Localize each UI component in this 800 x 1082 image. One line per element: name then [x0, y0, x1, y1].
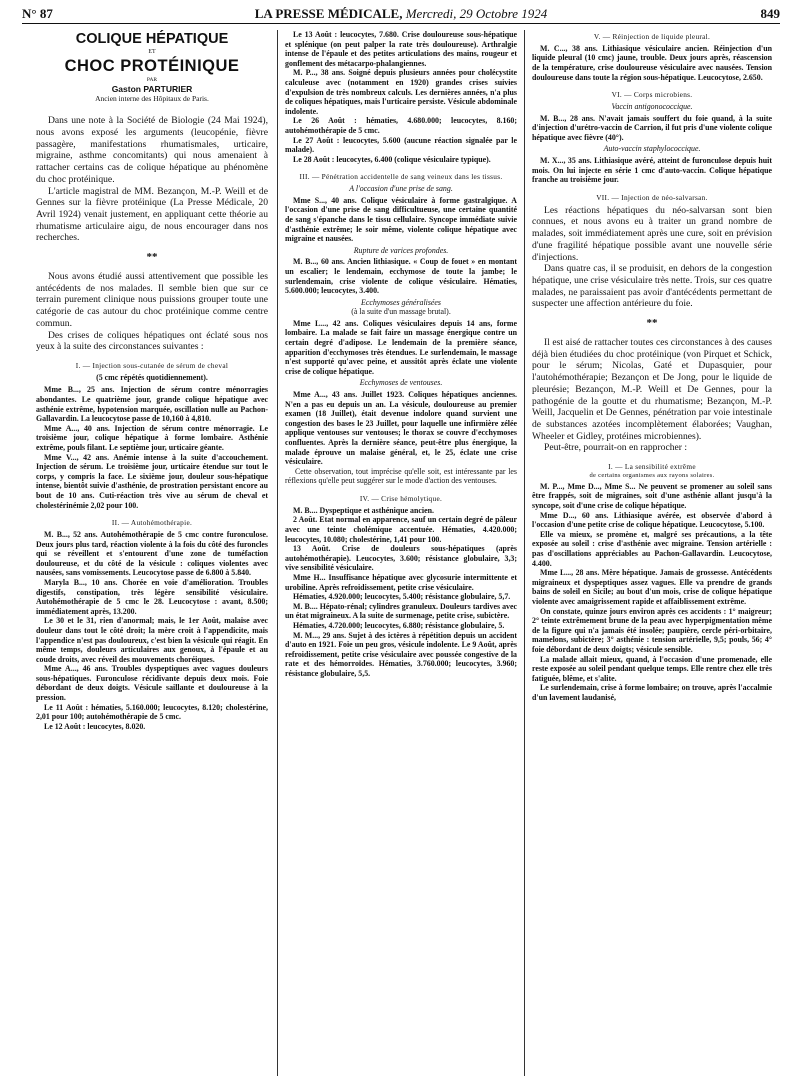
subsection-heading: Ecchymoses de ventouses.: [359, 378, 443, 388]
case-report: Mme S..., 40 ans. Colique vésiculaire à forme gastralgique. A l'occasion d'une prise de sang difficultueuse, une certaine quantité de sang s'épanche dans le tissu cellulaire. Syncope immédiate suivie d'asthénie extrême; le soir même, violente colique hépatique avec migraine et nausées.: [285, 195, 517, 244]
byline-par: PAR: [146, 77, 158, 84]
section-heading: V. — Réinjection de liquide pleural.: [593, 32, 711, 41]
section-heading: III. — Pénétration accidentelle de sang veineux dans les tissus.: [299, 172, 503, 182]
case-report: M. B.... Hépato-rénal; cylindres granuleux. Douleurs tardives avec un état migraineux. A la suite de surmenage, petite crise, subictère.: [285, 601, 517, 621]
column-divider: [277, 30, 278, 1076]
paragraph: Cette observation, tout imprécise qu'elle soit, est intéressante par les réflexions qu'elle peut suggérer sur le mode d'action des ventouses.: [285, 466, 517, 486]
section-heading: I. — La sensibilité extrême: [608, 462, 696, 472]
journal-masthead: [22, 6, 780, 22]
case-report: M. X..., 35 ans. Lithiasique avéré, atteint de furonculose depuis huit mois. On lui injecte en série 1 cmc d'auto-vaccin. Colique hépatique franche au troisième jour.: [532, 156, 772, 185]
subsection-heading: Ecchymoses généralisées: [361, 297, 441, 307]
case-report: Mme L..., 28 ans. Mère hépatique. Jamais de grossesse. Antécédents migraineux et dyspeptiques assez vagues. Elle va prendre de grands bains de soleil en Sicile; au bout d'un mois, crise de colique hépatique violente avec amaigrissement rapide et affaiblissement extrême.: [532, 568, 772, 606]
column-1: [36, 30, 268, 1078]
section-subheading: (5 cmc répétés quotidiennement).: [96, 372, 208, 382]
column-3: [532, 30, 772, 1078]
case-report: Le surlendemain, crise à forme lombaire; on trouve, après l'accalmie d'un lavement laudanisé,: [532, 683, 772, 702]
case-report: Mme L..., 42 ans. Coliques vésiculaires depuis 14 ans, forme lombaire. La malade se fait faire un massage énergique contre un certain degré d'adipose. Le lendemain de la première séance, apparition d'ecchymoses très étendues. Le surlendemain, le massage n'est supporté qu'avec peine, et aussitôt après éclate une violente crise de colique hépatique.: [285, 318, 517, 376]
paragraph: Nous avons étudié aussi attentivement que possible les antécédents de nos malades. Il semble bien que sur ce terrain purement clinique nous puissions grouper toute une catégorie de cas autour du choc protéinique comme centre commun.: [36, 271, 268, 329]
section-heading: IV. — Crise hémolytique.: [359, 493, 443, 503]
subsection-heading: A l'occasion d'une prise de sang.: [349, 184, 453, 194]
case-report: M. P..., Mme D..., Mme S... Ne peuvent se promener au soleil sans être frappés, soit de migraines, soit d'une asthénie allant jusqu'à la syncope, soit d'une crise de colique hépatique.: [532, 481, 772, 510]
section-asterism: **: [646, 317, 658, 330]
case-report: M. B.... Dyspeptique et asthénique ancien.: [293, 505, 434, 515]
header-rule: [22, 23, 780, 24]
paragraph: Peut-être, pourrait-on en rapprocher :: [544, 442, 688, 454]
section-asterism: **: [146, 251, 158, 264]
section-heading: II. — Autohémothérapie.: [111, 518, 193, 528]
paragraph: Dans une note à la Société de Biologie (24 Mai 1924), nous avons exposé les arguments (leucopénie, fièvre passagère, manifestations rhumatismales, urticaire, migraine, asthme concomitants) qui nous amenaient à rattacher certains cas de colique hépatique au phénomène du choc protéinique.: [36, 115, 268, 185]
page-header: [22, 6, 780, 22]
subsection-subheading: (à la suite d'un massage brutal).: [351, 307, 451, 317]
case-report: Le 11 Août : hématies, 5.160.000; leucocytes, 8.120; cholestérine, 2,01 pour 100; autohémothérapie de 5 cmc.: [36, 702, 268, 722]
subsection-heading: Rupture de varices profondes.: [353, 245, 449, 255]
case-report: Mme A..., 46 ans. Troubles dyspeptiques avec vagues douleurs sous-hépatiques. Furonculose récidivante depuis deux mois. Foie débordant de deux doigts. Vésicule saillante et douloureuse à la pression.: [36, 664, 268, 703]
issue-number: N° 87: [22, 6, 53, 21]
column-divider: [524, 30, 525, 1076]
intro-block: [36, 115, 268, 353]
subsection-heading: Auto-vaccin staphylococcique.: [603, 144, 701, 154]
section-heading: VI. — Corps microbiens.: [611, 90, 693, 100]
case-report: Le 12 Août : leucocytes, 8.020.: [44, 721, 146, 731]
case-report: 2 Août. Etat normal en apparence, sauf un certain degré de pâleur avec une teinte cholémique accentuée. Hématies, 4.420.000; leucocytes, 10.080; cholestérine, 1,41 pour 100.: [285, 515, 517, 544]
section-heading: VII. — Injection de néo-salvarsan.: [596, 192, 708, 202]
section-heading: I. — Injection sous-cutanée de sérum de cheval: [75, 360, 229, 370]
paragraph: L'article magistral de MM. Bezançon, M.-P. Weill et de Gennes sur la fièvre protéinique (La Presse Médicale, 20 Avril 1924) venait justement, en appliquant cette théorie au rhumatisme articulaire aigu, de nous encourager dans nos recherches.: [36, 185, 268, 244]
column-2: [285, 30, 517, 1078]
case-report: Mme V..., 42 ans. Anémie intense à la suite d'accouchement. Injection de sérum. Le troisième jour, urticaire étendue sur tout le corps, y compris la face. Le sixième jour, douleur sous-hépatique intense, bientôt suivie d'asthénie, de prostration persistant encore au bout de 10 ans. Cuti-réaction très vive au sérum de cheval et cholestérinémie 2,02 pour 100.: [36, 452, 268, 510]
subsection-heading: Vaccin antigonococcique.: [611, 102, 693, 112]
case-report: Hématies, 4.920.000; leucocytes, 5.400; résistance globulaire, 5,7.: [293, 592, 511, 602]
paragraph: Il est aisé de rattacher toutes ces circonstances à des causes déjà bien étudiées du choc protéinique (von Pirquet et Schick, pour le sérum; Nicolas, Gaté et Dupasquier, pour l'autohémothérapie; Bezançon et De Jong, pour le liquide de pleurésie; Bezançon, M.-P. Weill et De Gennes, pour la pathogénie de la goutte et du rhumatisme; Bezançon, M.-P. Weill, Jacquelin et De Gennes, pénétration par voie intestinale de substances azotées incomplètement élaborées; Vaughan, Wheeler et Gidley, protéines microbiennes).: [532, 337, 772, 442]
case-report: Le 28 Août : leucocytes, 6.400 (colique vésiculaire typique).: [293, 154, 491, 164]
page-number: 849: [760, 6, 780, 21]
case-report: Le 30 et le 31, rien d'anormal; mais, le 1er Août, malaise avec douleur dans tout le côté droit; la mère croit à l'appendicite, mais l'appendice n'est pas douloureux, c'est bien la vésicule qui réagit. En même temps, douleurs articulaires aux genoux, à l'épaule et au coude droits, avec réveil des mouvements choréiques.: [36, 616, 268, 664]
case-report: M. M..., 29 ans. Sujet à des ictères à répétition depuis un accident d'auto en 1921. Foie un peu gros, vésicule indolente. Le 9 Août, après refroidissement, petite crise vésiculaire avec poussée congestive de la rate et des hémorroïdes. Hématies, 3.760.000; leucocytes, 3.960; résistance globulaire, 5,5.: [285, 630, 517, 678]
case-report: Mme B..., 25 ans. Injection de sérum contre ménorragies abondantes. Le quatrième jour, grande colique hépatique avec asthénie extrême, hypotension marquée, oscillation nulle au Pachon-Gallavardin. La leucocytose passe de 10,160 à 4,810.: [36, 385, 268, 424]
case-report: Maryla B..., 10 ans. Chorée en voie d'amélioration. Troubles digestifs, constipation, très légère sensibilité vésiculaire. Autohémothérapie de 5 cmc le 28. Leucocytose : avant, 8.500; immédiatement après, 13.200.: [36, 577, 268, 616]
article-title-et: ET: [148, 48, 156, 55]
paragraph: Dans quatre cas, il se produisit, en dehors de la congestion hépatique, une crise vésiculaire très nette. Trois, sur ces quatre malades, ne paraissaient pas avoir d'antécédents permettant de suspecter une affection antérieure du foie.: [532, 263, 772, 310]
case-report: Mme D..., 60 ans. Lithiasique avérée, est observée d'abord à l'occasion d'une petite crise de colique hépatique. Leucocytose, 5.100.: [532, 510, 772, 530]
case-report: Le 27 Août : leucocytes, 5.600 (aucune réaction signalée par le malade).: [285, 135, 517, 155]
case-report: Le 13 Août : leucocytes, 7.680. Crise douloureuse sous-hépatique et splénique (on peut palper la rate très douloureuse). Arthralgie intense de l'épaule et des petites articulations des mains, rougeur et gonflement des métacarpo-phalangiennes.: [285, 30, 517, 68]
case-report: M. B..., 60 ans. Ancien lithiasique. « Coup de fouet » en montant un escalier; le lendemain, ecchymose de toute la jambe; le surlendemain, crise violente de colique vésiculaire. Hématies, 5.600.000; leucocytes, 3.400.: [285, 257, 517, 296]
case-report: M. P..., 38 ans. Soigné depuis plusieurs années pour cholécystite calculeuse avec (notamment en 1920) grandes crises suivies d'expulsion de très nombreux calculs. Les dernières années, n'a plus de coliques hépatiques, mais l'urticaire persiste. Vésicule abdominale indolente.: [285, 68, 517, 116]
case-report: Mme A..., 43 ans. Juillet 1923. Coliques hépatiques anciennes. N'en a pas eu depuis un an. La vésicule, douloureuse au premier examen (18 Juillet), était devenue indolore quand survient une congestion des bases le 23 Juillet, pour laquelle une infirmière zélée applique ventouses sur ventouses; le thorax se couvre d'ecchymoses confluentes. Après la dernière séance, peut-être plus énergique, la malade éprouve un malaise général, et, le 25, éclate une crise vésiculaire.: [285, 390, 517, 467]
author-affiliation: Ancien interne des Hôpitaux de Paris.: [95, 94, 209, 104]
case-report: M. B..., 28 ans. N'avait jamais souffert du foie quand, à la suite d'injection d'urétro-vaccin de Carrion, il fut pris d'une violente colique hépatique avec fièvre (40°).: [532, 113, 772, 142]
case-report: La malade allait mieux, quand, à l'occasion d'une promenade, elle reste exposée au soleil pendant quelque temps. Elle rentre chez elle très fatiguée, blême, et s'alite.: [532, 654, 772, 683]
case-report: 13 Août. Crise de douleurs sous-hépatiques (après autohémothérapie). Leucocytes, 3.600; résistance globulaire, 3,3; vive sensibilité vésiculaire.: [285, 544, 517, 573]
article-title-line1: COLIQUE HÉPATIQUE: [75, 31, 229, 47]
issue-date: Mercredi, 29 Octobre 1924: [405, 6, 548, 21]
case-report: Hématies, 4.720.000; leucocytes, 6.880; résistance globulaire, 5.: [293, 620, 505, 630]
case-report: M. B..., 52 ans. Autohémothérapie de 5 cmc contre furonculose. Deux jours plus tard, réaction violente à la fois du côté des furoncles qui se réveillent et s'entourent d'une zone de tuméfaction douloureuse, et du côté de la vésicule : coliques violentes avec nausées, sans vomissements. Leucocytose passe de 6.800 à 5.840.: [36, 529, 268, 578]
paragraph: Les réactions hépatiques du néo-salvarsan sont bien connues, et nous avons eu à traiter un grand nombre de malades, soit immédiatement après une cure, soit en prévision d'une fragilité hépatique possible avant une nouvelle série d'injections.: [532, 204, 772, 263]
case-report: On constate, quinze jours environ après ces accidents : 1° maigreur; 2° teinte extrêmement brune de la peau avec hyperpigmentation même de la figure qui n'a jamais été insolée; paupière, cercle péri-orbitaire, mamelons, subictère; 3° asthénie : tension artérielle, 9,5; pouls, 56; 4° foie débordant de deux doigts; vésicule sensible.: [532, 606, 772, 654]
section-subheading: de certains organismes aux rayons solaires.: [589, 471, 715, 479]
journal-name: LA PRESSE MÉDICALE,: [254, 6, 403, 21]
case-report: Le 26 Août : hématies, 4.680.000; leucocytes, 8.160; autohémothérapie de 5 cmc.: [285, 116, 517, 135]
case-report: M. C..., 38 ans. Lithiasique vésiculaire ancien. Réinjection d'un liquide pleural (10 cmc) jaune, trouble. Deux jours après, réascension de la température, crise douloureuse vésiculaire avec nausées. Tension douloureuse dans toute la région sous-hépatique. Leucocytose, 2.650.: [532, 43, 772, 82]
case-report: Mme H... Insuffisance hépatique avec glycosurie intermittente et urobiline. Après refroidissement, petite crise vésiculaire.: [285, 573, 517, 592]
case-report: Elle va mieux, se promène et, malgré ses précautions, a la tête exposée au soleil : crise d'asthénie avec migraine. Tension artérielle : pas d'oscillations appréciables au Pachon-Gallavardin. Leucocytose, 4.400.: [532, 529, 772, 568]
author-name: Gaston PARTURIER: [111, 83, 193, 94]
case-report: Mme A..., 40 ans. Injection de sérum contre ménorragie. Le troisième jour, colique hépatique à forme lombaire. Asthénie extrême, pouls filant. Le septième jour, urticaire géante.: [36, 423, 268, 452]
paragraph: Des crises de coliques hépatiques ont éclaté sous nos yeux à la suite des circonstances suivantes :: [36, 329, 268, 353]
article-title-line2: CHOC PROTÉINIQUE: [64, 57, 240, 76]
